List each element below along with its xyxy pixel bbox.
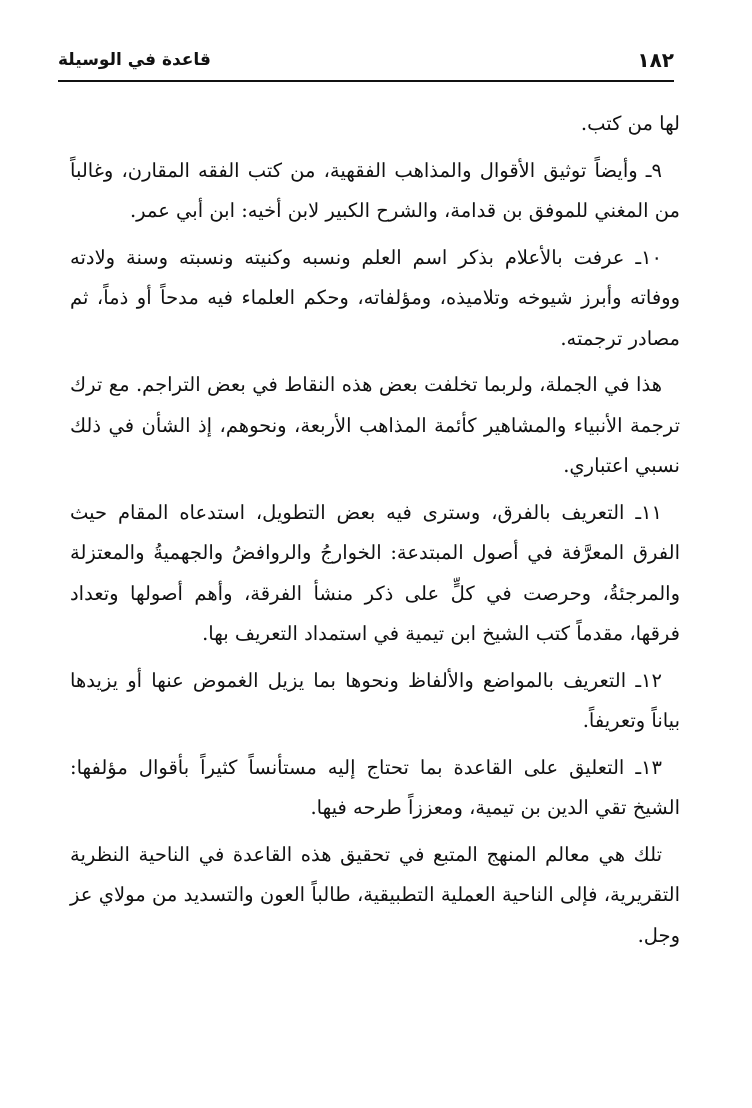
paragraph-item-13: ١٣ـ التعليق على القاعدة بما تحتاج إليه مستأنساً كثيراً بأقوال مؤلفها: الشيخ تقي الدين بن تيمية، ومعززاً طرحه فيها. bbox=[70, 755, 680, 819]
paragraph-item-9: ٩ـ وأيضاً توثيق الأقوال والمذاهب الفقهية، من كتب الفقه المقارن، وغالباً من المغني للموفق بن قدامة، والشرح الكبير لابن أخيه: ابن أبي عمر. bbox=[70, 158, 680, 222]
running-title: قاعدة في الوسيلة bbox=[58, 50, 211, 70]
paragraph-item-12: ١٢ـ التعريف بالمواضع والألفاظ ونحوها بما يزيل الغموض عنها أو يزيدها بياناً وتعريفاً. bbox=[70, 668, 680, 732]
page-number: ١٨٢ bbox=[637, 48, 674, 72]
paragraph-item-11: ١١ـ التعريف بالفرق، وسترى فيه بعض التطويل، استدعاه المقام حيث الفرق المعرَّفة في أصول المبتدعة: الخوارجُ والروافضُ والجهميةُ والمعتزلة والمرجئةُ، وحرصت في كلٍّ على ذكر منشأ الفرقة، وأهم أصولها وتعداد فرقها، مقدماً كتب الشيخ ابن تيمية في استمداد التعريف بها. bbox=[70, 500, 680, 645]
paragraph-item-10: ١٠ـ عرفت بالأعلام بذكر اسم العلم ونسبه وكنيته ونسبته وسنة ولادته ووفاته وأبرز شيوخه وتلاميذه، ومؤلفاته، وحكم العلماء فيه مدحاً أو ذماً، ثم مصادر ترجمته. bbox=[70, 245, 680, 350]
paragraph-continuation: لها من كتب. bbox=[580, 112, 680, 135]
page-header bbox=[58, 40, 674, 82]
body-text bbox=[70, 104, 680, 962]
paragraph-conclusion: تلك هي معالم المنهج المتبع في تحقيق هذه القاعدة في الناحية النظرية التقريرية، فإلى الناحية العملية التطبيقية، طالباً العون والتسديد من مولاي عز وجل. bbox=[70, 842, 680, 947]
paragraph-note: هذا في الجملة، ولربما تخلفت بعض هذه النقاط في بعض التراجم. مع ترك ترجمة الأنبياء والمشاهير كأئمة المذاهب الأربعة، ونحوهم، إذ الشأن في ذلك نسبي اعتباري. bbox=[70, 373, 680, 477]
